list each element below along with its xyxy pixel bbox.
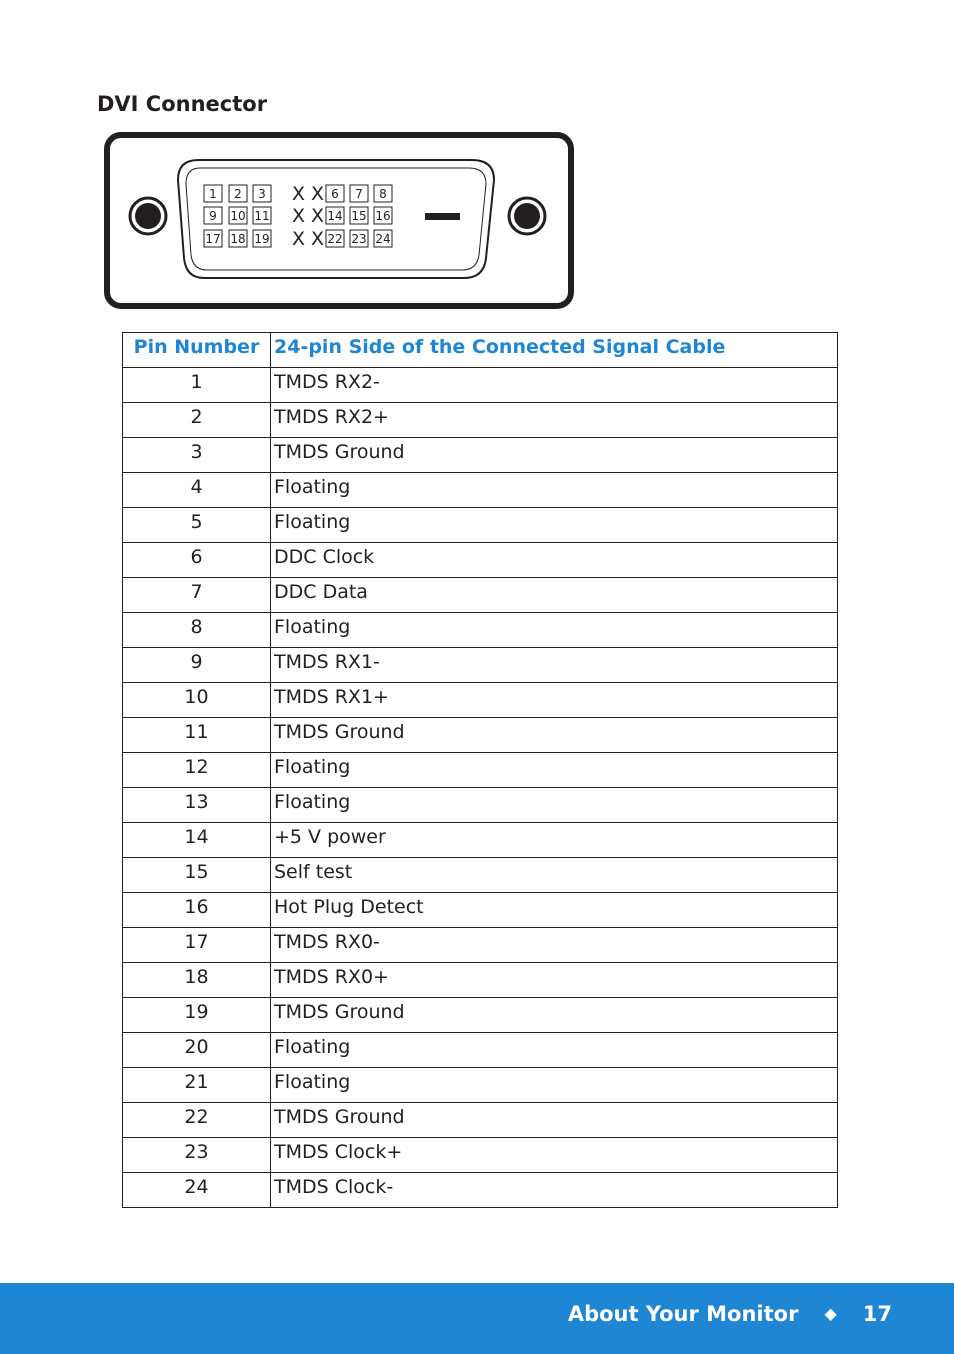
table-row bbox=[123, 858, 838, 893]
pin-number-cell: 15 bbox=[123, 858, 271, 893]
pin-grid bbox=[204, 183, 392, 250]
pin-number-cell: 9 bbox=[123, 648, 271, 683]
connector-pin bbox=[229, 207, 247, 224]
pin-number-cell: 2 bbox=[123, 403, 271, 438]
signal-cell: Self test bbox=[271, 858, 838, 893]
pin-number-header: Pin Number bbox=[123, 333, 271, 368]
table-row bbox=[123, 368, 838, 403]
table-header-row bbox=[123, 333, 838, 368]
table-row bbox=[123, 718, 838, 753]
connector-pin bbox=[326, 230, 344, 247]
table-row bbox=[123, 1138, 838, 1173]
pin-number-cell: 3 bbox=[123, 438, 271, 473]
table-row bbox=[123, 648, 838, 683]
connector-pin bbox=[253, 207, 271, 224]
ground-blade bbox=[425, 213, 460, 220]
right-screw-icon bbox=[509, 198, 545, 234]
pin-label: 22 bbox=[327, 232, 343, 246]
signal-cell: Floating bbox=[271, 1033, 838, 1068]
no-pin-marker: X X bbox=[291, 228, 325, 250]
signal-cell: TMDS RX2- bbox=[271, 368, 838, 403]
connector-pin bbox=[326, 207, 344, 224]
pin-number-cell: 24 bbox=[123, 1173, 271, 1208]
connector-pin bbox=[374, 185, 392, 202]
page-number: 17 bbox=[862, 1301, 892, 1326]
pin-number-cell: 21 bbox=[123, 1068, 271, 1103]
signal-cell: Floating bbox=[271, 473, 838, 508]
connector-pin bbox=[229, 230, 247, 247]
connector-pin bbox=[204, 207, 222, 224]
table-row bbox=[123, 613, 838, 648]
table-row bbox=[123, 403, 838, 438]
table-row bbox=[123, 753, 838, 788]
signal-cell: Floating bbox=[271, 788, 838, 823]
pin-label: 23 bbox=[351, 232, 367, 246]
table-row bbox=[123, 893, 838, 928]
pin-label: 10 bbox=[230, 209, 246, 223]
signal-cell: TMDS Ground bbox=[271, 998, 838, 1033]
pin-number-cell: 6 bbox=[123, 543, 271, 578]
table-row bbox=[123, 578, 838, 613]
pin-number-cell: 12 bbox=[123, 753, 271, 788]
signal-cell: DDC Data bbox=[271, 578, 838, 613]
pin-label: 3 bbox=[258, 187, 266, 201]
pin-label: 6 bbox=[331, 187, 339, 201]
signal-header: 24-pin Side of the Connected Signal Cable bbox=[271, 333, 838, 368]
pin-label: 19 bbox=[254, 232, 270, 246]
connector-pin bbox=[350, 185, 368, 202]
pin-number-cell: 17 bbox=[123, 928, 271, 963]
connector-pin bbox=[229, 185, 247, 202]
pin-number-cell: 18 bbox=[123, 963, 271, 998]
pin-label: 17 bbox=[205, 232, 221, 246]
table-row bbox=[123, 1033, 838, 1068]
connector-pin bbox=[253, 230, 271, 247]
connector-pin bbox=[253, 185, 271, 202]
pin-number-cell: 8 bbox=[123, 613, 271, 648]
pin-label: 16 bbox=[375, 209, 391, 223]
pin-label: 9 bbox=[209, 209, 217, 223]
pin-number-cell: 5 bbox=[123, 508, 271, 543]
table-row bbox=[123, 823, 838, 858]
table-row bbox=[123, 788, 838, 823]
table-row bbox=[123, 543, 838, 578]
table-row bbox=[123, 1103, 838, 1138]
table-row bbox=[123, 998, 838, 1033]
section-title: DVI Connector bbox=[97, 92, 268, 116]
pin-number-cell: 13 bbox=[123, 788, 271, 823]
pin-number-cell: 10 bbox=[123, 683, 271, 718]
footer-section-title: About Your Monitor bbox=[567, 1301, 799, 1326]
page-footer bbox=[0, 1283, 954, 1354]
table-row bbox=[123, 963, 838, 998]
connector-pin bbox=[350, 230, 368, 247]
dvi-connector-diagram bbox=[100, 128, 580, 314]
table-row bbox=[123, 928, 838, 963]
diamond-icon: ◆ bbox=[824, 1304, 837, 1323]
signal-cell: Floating bbox=[271, 1068, 838, 1103]
connector-pin bbox=[204, 185, 222, 202]
signal-cell: TMDS Ground bbox=[271, 1103, 838, 1138]
pin-number-cell: 14 bbox=[123, 823, 271, 858]
pin-number-cell: 16 bbox=[123, 893, 271, 928]
pin-label: 11 bbox=[254, 209, 270, 223]
table-row bbox=[123, 508, 838, 543]
signal-cell: TMDS RX1+ bbox=[271, 683, 838, 718]
signal-cell: TMDS Clock+ bbox=[271, 1138, 838, 1173]
pin-label: 7 bbox=[355, 187, 363, 201]
pin-number-cell: 4 bbox=[123, 473, 271, 508]
pin-label: 15 bbox=[351, 209, 367, 223]
signal-cell: Floating bbox=[271, 613, 838, 648]
pin-number-cell: 19 bbox=[123, 998, 271, 1033]
pin-number-cell: 23 bbox=[123, 1138, 271, 1173]
no-pin-marker: X X bbox=[291, 183, 325, 205]
pin-label: 18 bbox=[230, 232, 246, 246]
signal-cell: Floating bbox=[271, 508, 838, 543]
signal-cell: TMDS RX1- bbox=[271, 648, 838, 683]
signal-cell: Floating bbox=[271, 753, 838, 788]
pin-number-cell: 22 bbox=[123, 1103, 271, 1138]
connector-pin bbox=[204, 230, 222, 247]
signal-cell: DDC Clock bbox=[271, 543, 838, 578]
table-row bbox=[123, 1068, 838, 1103]
signal-cell: TMDS RX0- bbox=[271, 928, 838, 963]
signal-cell: Hot Plug Detect bbox=[271, 893, 838, 928]
connector-pin bbox=[326, 185, 344, 202]
pin-number-cell: 7 bbox=[123, 578, 271, 613]
signal-cell: +5 V power bbox=[271, 823, 838, 858]
connector-pin bbox=[374, 207, 392, 224]
pin-label: 8 bbox=[379, 187, 387, 201]
pin-label: 1 bbox=[209, 187, 217, 201]
table-row bbox=[123, 438, 838, 473]
pin-label: 14 bbox=[327, 209, 343, 223]
signal-cell: TMDS Clock- bbox=[271, 1173, 838, 1208]
table-row bbox=[123, 473, 838, 508]
pin-number-cell: 11 bbox=[123, 718, 271, 753]
connector-pin bbox=[350, 207, 368, 224]
pin-number-cell: 1 bbox=[123, 368, 271, 403]
no-pin-marker: X X bbox=[291, 205, 325, 227]
pin-number-cell: 20 bbox=[123, 1033, 271, 1068]
signal-cell: TMDS Ground bbox=[271, 438, 838, 473]
signal-cell: TMDS Ground bbox=[271, 718, 838, 753]
pin-label: 2 bbox=[234, 187, 242, 201]
table-row bbox=[123, 1173, 838, 1208]
pin-label: 24 bbox=[375, 232, 391, 246]
connector-pin bbox=[374, 230, 392, 247]
table-row bbox=[123, 683, 838, 718]
signal-cell: TMDS RX2+ bbox=[271, 403, 838, 438]
signal-cell: TMDS RX0+ bbox=[271, 963, 838, 998]
left-screw-icon bbox=[130, 198, 166, 234]
pin-assignment-table bbox=[122, 332, 838, 1208]
